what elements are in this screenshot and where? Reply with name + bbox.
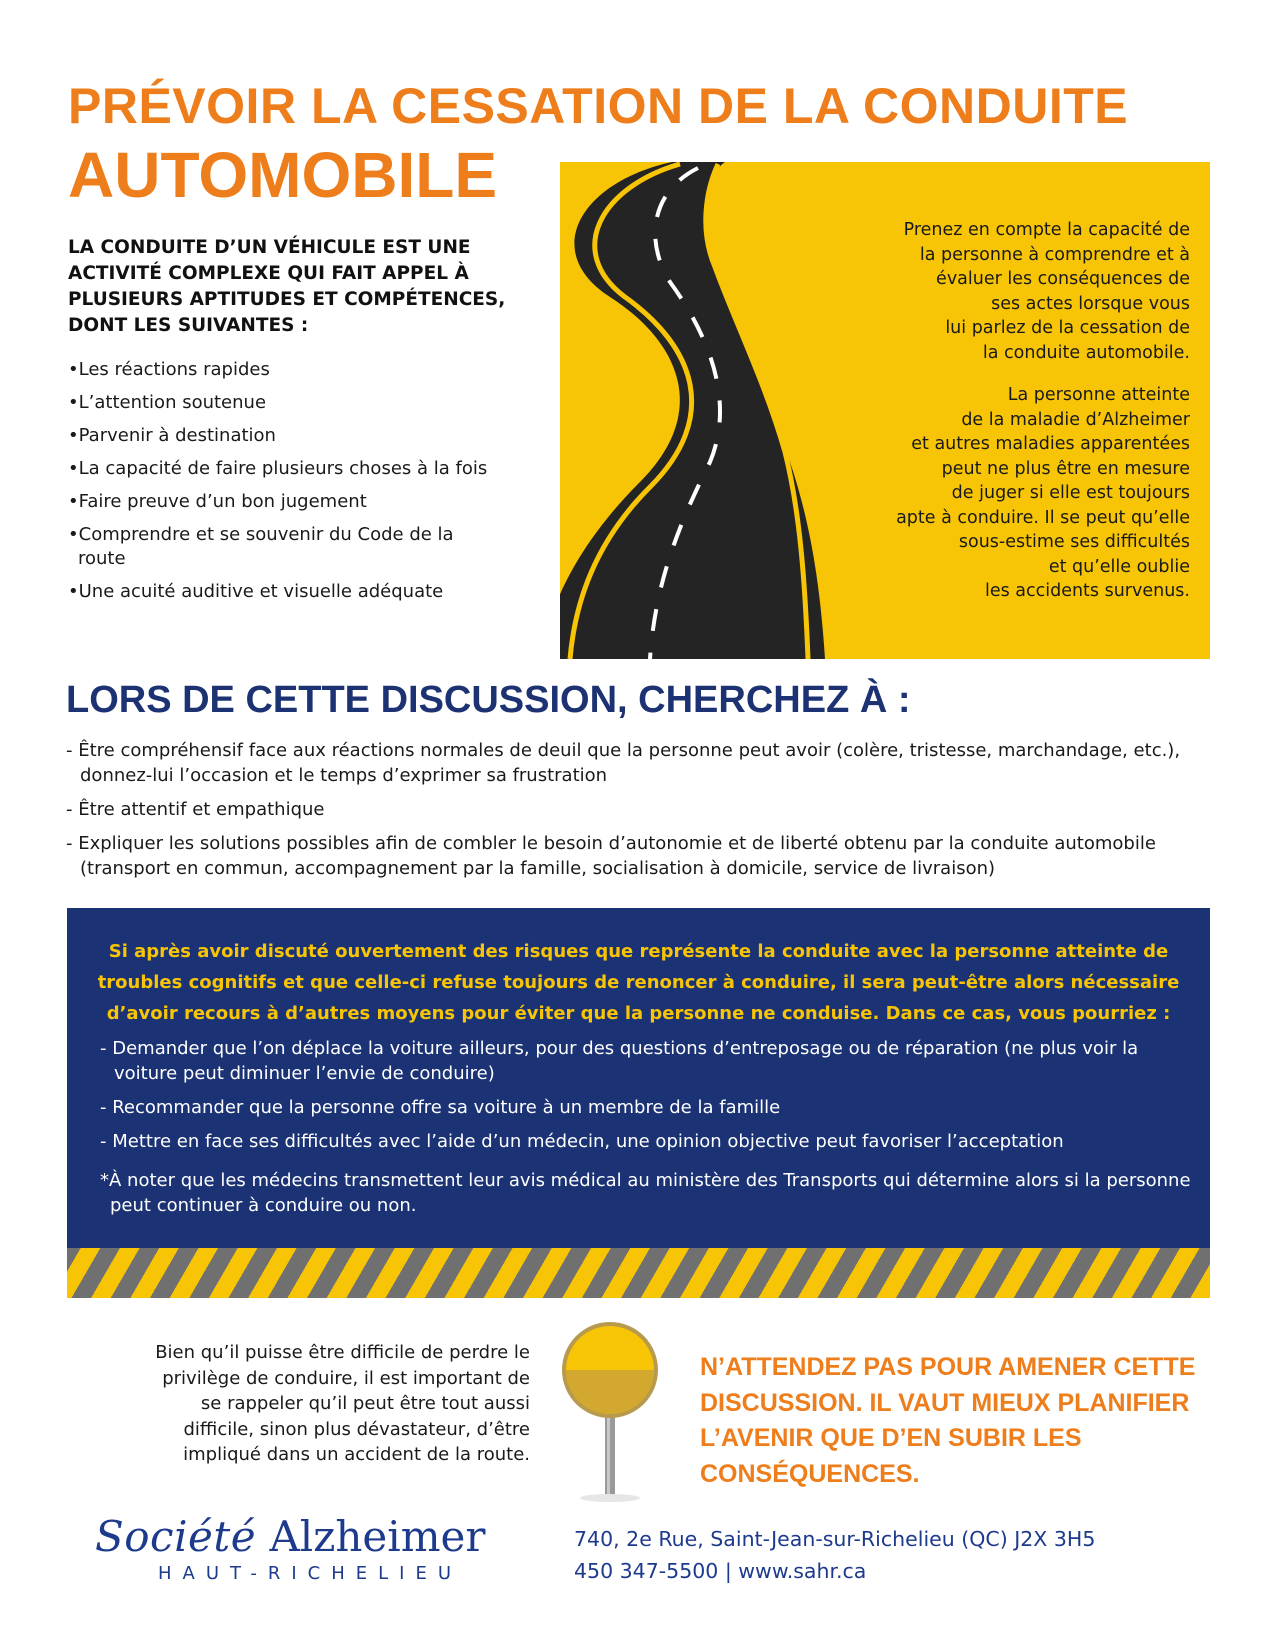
discussion-list <box>66 738 1206 890</box>
list-item: • Parvenir à destination <box>68 424 488 448</box>
list-item: - Être compréhensif face aux réactions normales de deuil que la personne peut avoir (colère, tristesse, marchandage, etc.), donnez-lui l’occasion et le temps d’exprimer sa frustration <box>66 738 1206 788</box>
list-item: - Demander que l’on déplace la voiture ailleurs, pour des questions d’entreposage ou de réparation (ne plus voir la voiture peut diminuer l’envie de conduire) <box>100 1036 1190 1086</box>
blue-box-note: *À noter que les médecins transmettent leur avis médical au ministère des Transports qui détermine alors si la personne peut continuer à conduire ou non. <box>100 1170 1191 1216</box>
list-item: • L’attention soutenue <box>68 391 488 415</box>
address-text: 740, 2e Rue, Saint-Jean-sur-Richelieu (QC) J2X 3H5 <box>574 1527 1096 1551</box>
list-item: • La capacité de faire plusieurs choses à la fois <box>68 457 488 481</box>
blue-box-intro: Si après avoir discuté ouvertement des risques que représente la conduite avec la personne atteinte de troubles cognitifs et que celle-ci refuse toujours de renoncer à conduire, il sera peut-être alors nécessaire d’avoir recours à d’autres moyens pour éviter que la personne ne conduise. Dans ce cas, vous pourriez : <box>97 941 1180 1024</box>
contact-block <box>574 1523 1095 1587</box>
list-item: - Recommander que la personne offre sa voiture à un membre de la famille <box>100 1095 1190 1120</box>
logo <box>95 1513 485 1561</box>
list-item: • Faire preuve d’un bon jugement <box>68 490 488 514</box>
logo-name: Alzheimer <box>269 1512 486 1561</box>
panel-paragraph-1: Prenez en compte la capacité de la personne à comprendre et à évaluer les conséquences de ses actes lorsque vous lui parlez de la cessation de la conduite automobile. <box>903 220 1190 363</box>
logo-script: Société <box>95 1512 257 1561</box>
caution-stripes <box>67 1248 1210 1298</box>
bottom-left-text: Bien qu’il puisse être difficile de perdre le privilège de conduire, il est important de se rappeler qu’il peut être tout aussi difficile, sinon plus dévastateur, d’être impliqué dans un accident de la route. <box>155 1342 530 1465</box>
contact-text: 450 347-5500 | www.sahr.ca <box>574 1559 867 1583</box>
list-item: - Expliquer les solutions possibles afin de combler le besoin d’autonomie et de liberté obtenu par la conduite automobile (transport en commun, accompagnement par la famille, socialisation à domicile, service de livraison) <box>66 831 1206 881</box>
callout-text: N’ATTENDEZ PAS POUR AMENER CETTE DISCUSSION. IL VAUT MIEUX PLANIFIER L’AVENIR QUE D’EN SUBIR LES CONSÉQUENCES. <box>700 1353 1196 1488</box>
blue-box <box>67 908 1210 1248</box>
skills-list <box>68 358 488 613</box>
page-title-line2: AUTOMOBILE <box>68 139 498 211</box>
intro-text: LA CONDUITE D’UN VÉHICULE EST UNE ACTIVITÉ COMPLEXE QUI FAIT APPEL À PLUSIEURS APTITUDES ET COMPÉTENCES, DONT LES SUIVANTES : <box>68 237 506 336</box>
list-item: - Être attentif et empathique <box>66 797 1206 822</box>
list-item: • Comprendre et se souvenir du Code de la route <box>68 523 488 571</box>
logo-subtitle: HAUT-RICHELIEU <box>158 1563 463 1584</box>
page-title-line1: PRÉVOIR LA CESSATION DE LA CONDUITE <box>68 78 1129 134</box>
panel-paragraph-2: La personne atteinte de la maladie d’Alzheimer et autres maladies apparentées peut ne plus être en mesure de juger si elle est toujours apte à conduire. Il se peut qu’elle sous-estime ses difficultés et qu’elle oublie les accidents survenus. <box>896 385 1190 601</box>
list-item: • Les réactions rapides <box>68 358 488 382</box>
panel-text <box>800 218 1190 622</box>
road-sign-icon <box>560 1318 660 1503</box>
discussion-heading: LORS DE CETTE DISCUSSION, CHERCHEZ À : <box>66 679 911 721</box>
list-item: • Une acuité auditive et visuelle adéquate <box>68 580 488 604</box>
list-item: - Mettre en face ses difficultés avec l’aide d’un médecin, une opinion objective peut favoriser l’acceptation <box>100 1129 1190 1154</box>
blue-box-list <box>100 1036 1190 1163</box>
